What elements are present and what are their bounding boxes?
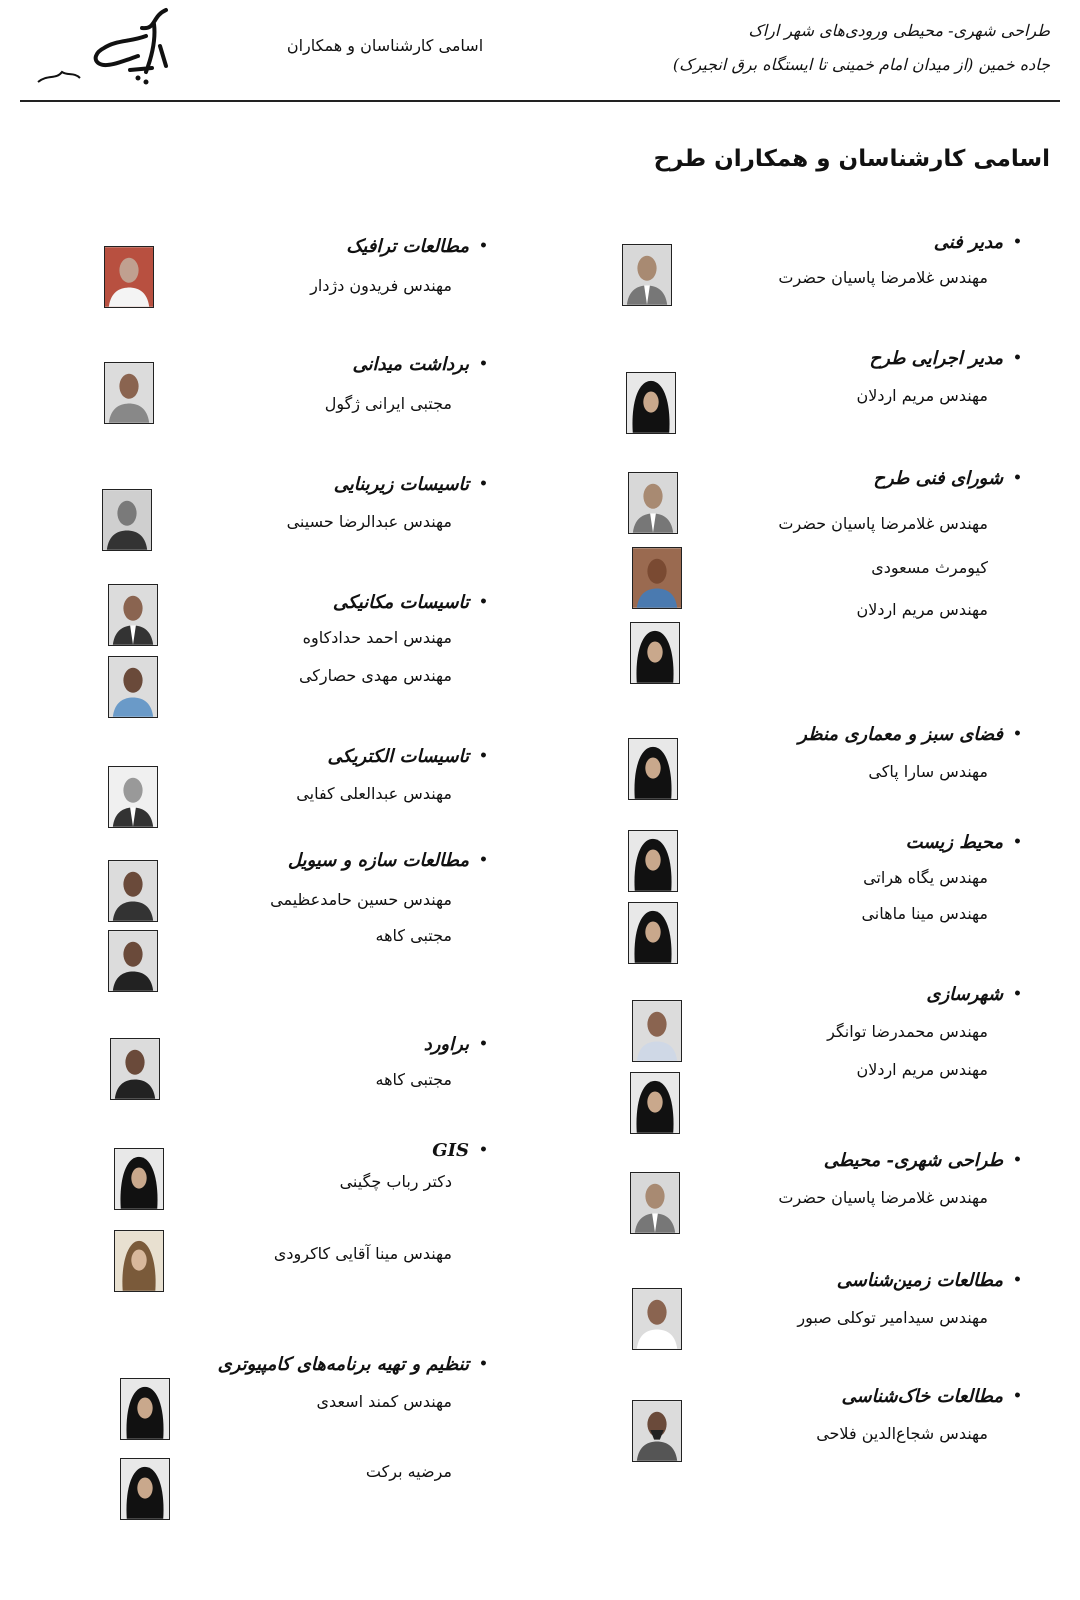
- header-line-1: طراحی شهری- محیطی ورودی‌های شهر اراک: [748, 21, 1050, 40]
- section-heading-electrical: •تاسیسات الکتریکی: [327, 746, 488, 767]
- section-heading-environment: •محیط زیست: [905, 832, 1022, 853]
- member-photo: [632, 1400, 682, 1462]
- member-name: مهندس غلامرضا پاسیان حضرت: [778, 514, 988, 533]
- section-heading-infrastructure: •تاسیسات زیربنایی: [333, 474, 488, 495]
- member-name: مجتبی کاهه: [375, 1070, 452, 1089]
- member-name: مهندس حسین حامدعظیمی: [270, 890, 452, 909]
- member-photo: [630, 622, 680, 684]
- member-photo: [628, 738, 678, 800]
- header-center-title: اسامی کارشناسان و همکاران: [286, 36, 484, 55]
- member-photo: [632, 1000, 682, 1062]
- member-photo: [114, 1230, 164, 1292]
- member-name: مهندس فریدون دژدار: [310, 276, 452, 295]
- member-name: کیومرث مسعودی: [871, 558, 988, 577]
- member-name: مهندس مهدی حصارکی: [298, 666, 452, 685]
- member-photo: [104, 362, 154, 424]
- member-photo: [630, 1172, 680, 1234]
- member-name: مهندس مینا آقایی کاکرودی: [273, 1244, 452, 1263]
- member-photo: [108, 930, 158, 992]
- member-name: مهندس سیدامیر توکلی صبور: [797, 1308, 988, 1327]
- member-name: مهندس یگاه هراتی: [863, 868, 988, 887]
- member-name: مجتبی ایرانی ژگول: [324, 394, 452, 413]
- section-heading-gis: •GIS: [432, 1140, 488, 1161]
- member-photo: [108, 860, 158, 922]
- member-photo: [110, 1038, 160, 1100]
- member-name: مهندس عبدالعلی کفایی: [296, 784, 452, 803]
- section-heading-structural-civil: •مطالعات سازه و سیویل: [287, 850, 488, 871]
- member-photo: [628, 902, 678, 964]
- member-name: مهندس محمدرضا توانگر: [827, 1022, 988, 1041]
- member-photo: [108, 584, 158, 646]
- baghshahr-logo: [34, 6, 174, 90]
- member-photo: [626, 372, 676, 434]
- section-heading-executive-manager: •مدیر اجرایی طرح: [869, 348, 1022, 369]
- section-heading-technical-council: •شورای فنی طرح: [873, 468, 1022, 489]
- section-heading-soil-studies: •مطالعات خاک‌شناسی: [841, 1386, 1022, 1407]
- member-name: مهندس مریم اردلان: [856, 386, 988, 405]
- member-name: مهندس مینا ماهانی: [861, 904, 988, 923]
- member-photo: [628, 830, 678, 892]
- member-photo: [104, 246, 154, 308]
- member-name: مهندس عبدالرضا حسینی: [286, 512, 452, 531]
- member-name: دکتر رباب چگینی: [339, 1172, 452, 1191]
- section-heading-estimation: •براورد: [423, 1034, 488, 1055]
- member-photo: [114, 1148, 164, 1210]
- section-heading-urban-environmental-design: •طراحی شهری- محیطی: [823, 1150, 1022, 1171]
- member-name: مرضیه برکت: [365, 1462, 452, 1481]
- page-title: اسامی کارشناسان و همکاران طرح: [653, 146, 1050, 172]
- section-heading-field-survey: •برداشت میدانی: [352, 354, 488, 375]
- member-photo: [102, 489, 152, 551]
- document-header-title: [570, 14, 1050, 82]
- member-photo: [632, 1288, 682, 1350]
- header-line-2: جاده خمین (از میدان امام خمینی تا ایستگاه برق انجیرک): [672, 55, 1050, 74]
- section-heading-geology: •مطالعات زمین‌شناسی: [836, 1270, 1022, 1291]
- member-name: مهندس مریم اردلان: [856, 600, 988, 619]
- member-photo: [628, 472, 678, 534]
- member-photo: [632, 547, 682, 609]
- member-photo: [120, 1378, 170, 1440]
- member-name: مهندس مریم اردلان: [856, 1060, 988, 1079]
- member-name: مهندس شجاع‌الدین فلاحی: [816, 1424, 988, 1443]
- member-name: مهندس سارا پاکی: [868, 762, 988, 781]
- member-name: مهندس کمند اسعدی: [316, 1392, 452, 1411]
- section-heading-urban-planning: •شهرسازی: [926, 984, 1022, 1005]
- section-heading-computer-programs: •تنظیم و تهیه برنامه‌های کامپیوتری: [217, 1354, 488, 1375]
- member-name: مهندس غلامرضا پاسیان حضرت: [778, 268, 988, 287]
- section-heading-landscape: •فضای سبز و معماری منظر: [798, 724, 1022, 745]
- member-name: مجتبی کاهه: [375, 926, 452, 945]
- member-photo: [622, 244, 672, 306]
- member-photo: [108, 766, 158, 828]
- member-name: مهندس غلامرضا پاسیان حضرت: [778, 1188, 988, 1207]
- header-divider: [20, 100, 1060, 102]
- section-heading-technical-manager: •مدیر فنی: [933, 232, 1022, 253]
- section-heading-mechanical: •تاسیسات مکانیکی: [332, 592, 488, 613]
- member-name: مهندس احمد حدادکاوه: [302, 628, 452, 647]
- member-photo: [108, 656, 158, 718]
- member-photo: [630, 1072, 680, 1134]
- section-heading-traffic-studies: •مطالعات ترافیک: [346, 236, 488, 257]
- member-photo: [120, 1458, 170, 1520]
